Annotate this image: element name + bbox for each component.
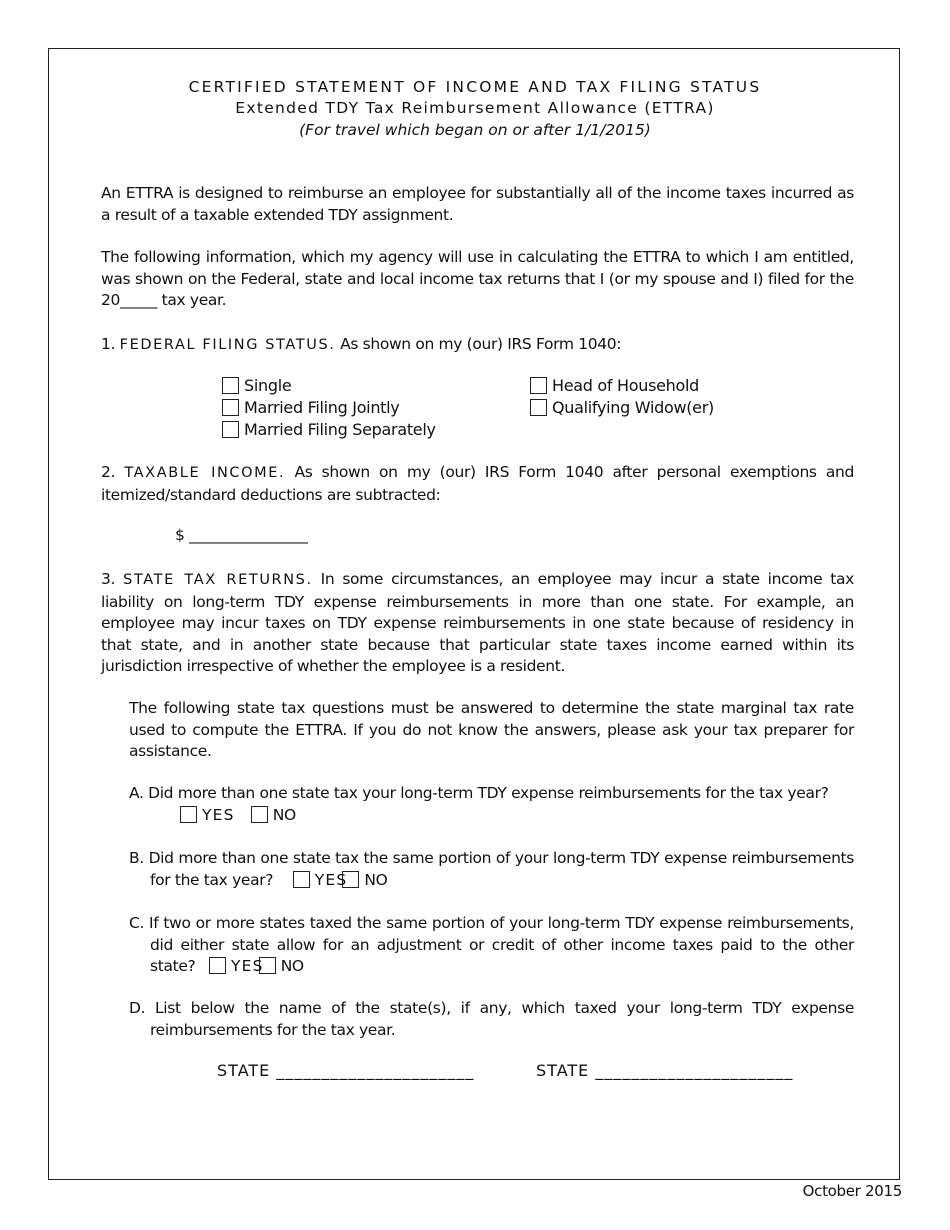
head-of-household-checkbox[interactable] bbox=[530, 377, 547, 394]
question-c-no[interactable]: NO bbox=[280, 956, 304, 978]
question-d: D. List below the name of the state(s), if any, which taxed your long-term TDY expense reimbursements for the tax year. bbox=[129, 999, 854, 1039]
question-a-yes[interactable]: YES bbox=[180, 806, 251, 824]
section-1-title: FEDERAL FILING STATUS. bbox=[119, 337, 336, 353]
section-3-paragraph: 3. STATE TAX RETURNS. In some circumstances, an employee may incur a state income tax liability on long-term TDY expense reimbursements in more than one state. For example, an employee may incur taxes on TDY expense reimbursements in one state because of residency in that state, and in another state because that particular state taxes income earned within its jurisdiction irrespective of whether the employee is a resident. bbox=[101, 570, 855, 676]
question-b-yes[interactable]: YES bbox=[314, 870, 364, 892]
no-checkbox[interactable] bbox=[342, 871, 359, 888]
revision-date: October 2015 bbox=[802, 1182, 902, 1200]
form-applicability-note: (For travel which began on or after 1/1/2015) bbox=[299, 121, 651, 139]
question-a-no[interactable]: NO bbox=[251, 806, 296, 824]
married-jointly-checkbox[interactable] bbox=[222, 399, 239, 416]
form-subtitle: Extended TDY Tax Reimbursement Allowance (ETTRA) bbox=[235, 99, 715, 117]
yes-checkbox[interactable] bbox=[180, 806, 197, 823]
state-field-1[interactable]: STATE ______________________ bbox=[217, 1061, 475, 1080]
question-c: C. If two or more states taxed the same portion of your long-term TDY expense reimbursements, did either state allow for an adjustment or credit of other income taxes paid to the other state? YES NO bbox=[129, 913, 854, 978]
married-separately-checkbox[interactable] bbox=[222, 421, 239, 438]
no-checkbox[interactable] bbox=[251, 806, 268, 823]
no-checkbox[interactable] bbox=[259, 957, 276, 974]
yes-checkbox[interactable] bbox=[293, 871, 310, 888]
question-a: A. Did more than one state tax your long-term TDY expense reimbursements for the tax year? bbox=[129, 784, 829, 802]
form-title: CERTIFIED STATEMENT OF INCOME AND TAX FILING STATUS bbox=[188, 78, 762, 96]
section-3-title: STATE TAX RETURNS. bbox=[123, 572, 313, 588]
state-field-2[interactable]: STATE ______________________ bbox=[536, 1061, 794, 1080]
filing-status-qualifying-widow[interactable]: Qualifying Widow(er) bbox=[530, 398, 714, 417]
question-c-yes[interactable]: YES bbox=[230, 956, 280, 978]
yes-checkbox[interactable] bbox=[209, 957, 226, 974]
section-2-heading: 2. TAXABLE INCOME. As shown on my (our) IRS Form 1040 after personal exemptions and itemized/standard deductions are subtracted: bbox=[101, 463, 854, 504]
state-tax-instructions: The following state tax questions must be answered to determine the state marginal tax rate used to compute the ETTRA. If you do not know the answers, please ask your tax preparer for assistance. bbox=[129, 699, 854, 761]
filing-status-single[interactable]: Single bbox=[222, 376, 291, 395]
intro-paragraph-1: An ETTRA is designed to reimburse an employee for substantially all of the income taxes incurred as a result of a taxable extended TDY assignment. bbox=[101, 184, 854, 224]
single-checkbox[interactable] bbox=[222, 377, 239, 394]
question-b: B. Did more than one state tax the same portion of your long-term TDY expense reimbursements for the tax year? YES NO bbox=[129, 848, 854, 891]
intro-paragraph-2: The following information, which my agency will use in calculating the ETTRA to which I am entitled, was shown on the Federal, state and local income tax returns that I (or my spouse and I) filed for the 20_____ tax year. bbox=[101, 248, 854, 310]
filing-status-married-jointly[interactable]: Married Filing Jointly bbox=[222, 398, 399, 417]
question-a-answers bbox=[180, 806, 296, 824]
filing-status-head-of-household[interactable]: Head of Household bbox=[530, 376, 699, 395]
qualifying-widow-checkbox[interactable] bbox=[530, 399, 547, 416]
filing-status-married-separately[interactable]: Married Filing Separately bbox=[222, 420, 436, 439]
question-b-no[interactable]: NO bbox=[363, 870, 387, 892]
section-2-title: TAXABLE INCOME. bbox=[124, 465, 286, 481]
taxable-income-field[interactable]: $ ________________ bbox=[175, 526, 308, 544]
section-1-heading: 1. FEDERAL FILING STATUS. As shown on my (our) IRS Form 1040: bbox=[101, 335, 622, 353]
